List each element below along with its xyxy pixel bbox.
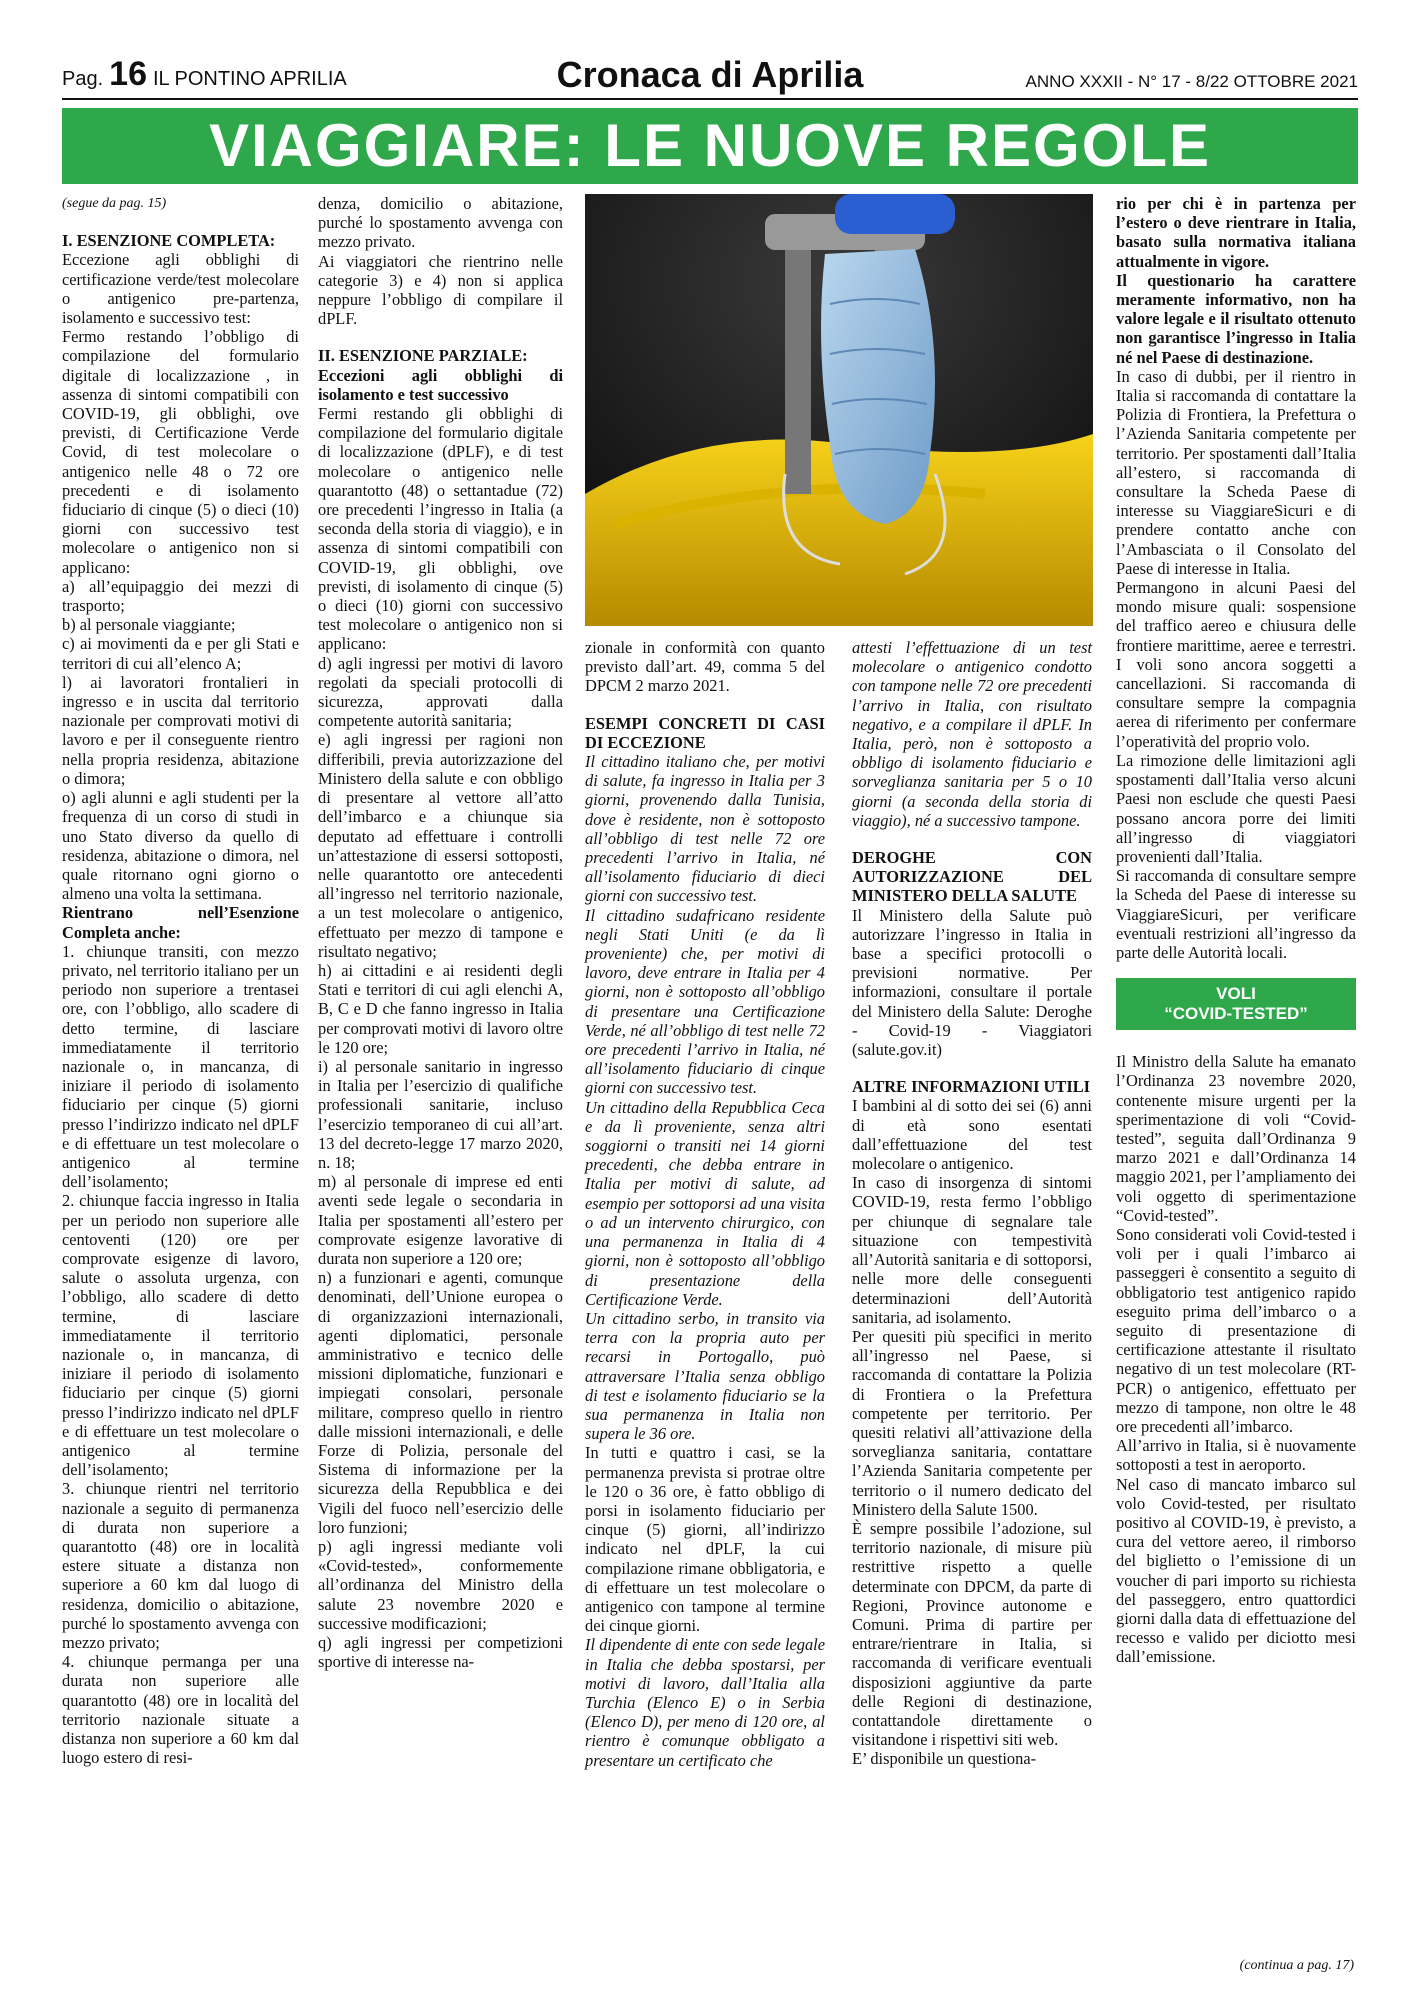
col2-paragraph: II. ESENZIONE PARZIALE: bbox=[318, 346, 528, 366]
page-header bbox=[62, 54, 1358, 100]
col2-paragraph: h) ai cittadini e ai residenti degli Stati e territori di cui agli elenchi A, B, C e D che fanno ingresso in Italia per comprovati motivi di lavoro oltre le 120 ore; bbox=[318, 960, 563, 1057]
col3-paragraph: Il cittadino italiano che, per motivi di salute, fa ingresso in Italia per 3 giorni, provenendo dalla Tunisia, dove è residente, non è sottoposto all’obbligo di test nelle 72 ore precedenti l’arrivo in Italia, né all’isolamento fiduciario di dieci giorni con successivo test. bbox=[585, 752, 825, 906]
col5b-paragraph: Sono considerati voli Covid-tested i voli per i quali l’imbarco ai passeggeri è consentito a seguito di obbligatorio test antigenico rapido eseguito prima dell’imbarco o a seguito di presentazione di certificazione attestante il risultato negativo di un test molecolare (RT- PCR) o antigenico, effettuato per mezzo di tampone, non oltre le 48 ore precedenti all’imbarco. bbox=[1116, 1224, 1356, 1436]
column-2 bbox=[318, 194, 563, 1671]
col4-paragraph: Il Ministero della Salute può autorizzare l’ingresso in Italia in base a specifici protocolli o previsioni normative. Per informazioni, consultare il portale del Ministero della Salute: Deroghe - Covid-19 - Viaggiatori (salute.gov.it) bbox=[852, 905, 1092, 1060]
col3-paragraph: Il cittadino sudafricano residente negli Stati Uniti (e da lì proveniente) che, per motivi di lavoro, deve entrare in Italia per 4 giorni, non è sottoposto all’obbligo di presentare una Certificazione Verde, né all’obbligo di test nelle 72 ore precedenti l’arrivo in Italia, né all’isolamento fiduciario di cinque giorni con successivo test. bbox=[585, 905, 825, 1098]
col2-paragraph: n) a funzionari e agenti, comunque denominati, dell’Unione europea o di organizzazioni internazionali, agenti diplomatici, personale amministrativo e tecnico delle missioni diplomatiche, funzionari e impiegati consolari, personale militare, compreso quello in rientro dalle missioni internazionali, e delle Forze di Polizia, personale del Sistema di informazione per la sicurezza della Repubblica e dei Vigili del fuoco nell’esercizio delle loro funzioni; bbox=[318, 1268, 563, 1537]
col3-paragraph: ESEMPI CONCRETI DI CASI DI ECCEZIONE bbox=[585, 713, 825, 752]
col1-paragraph: 1. chiunque transiti, con mezzo privato, nel territorio italiano per un periodo non superiore a trentasei ore, con l’obbligo, allo scadere di detto termine, di lasciare immediatamente il territorio nazionale o, in mancanza, di iniziare il periodo di isolamento fiduciario per cinque (5) giorni presso l’indirizzo indicato nel dPLF e di effettuare un test molecolare o antigenico al termine dell’isolamento; bbox=[62, 941, 299, 1192]
col4-paragraph: ALTRE INFORMAZIONI UTILI bbox=[852, 1077, 1091, 1097]
col2-paragraph: q) agli ingressi per competizioni sportive di interesse na- bbox=[318, 1633, 563, 1672]
col5a-paragraph: La rimozione delle limitazioni agli spostamenti dall’Italia verso alcuni Paesi non esclude che questi Paesi possano ancora porre dei limiti all’ingresso di viaggiatori provenienti dall’Italia. bbox=[1116, 750, 1356, 866]
col2-paragraph: Eccezioni agli obblighi di isolamento e test successivo bbox=[318, 365, 563, 404]
page-number: 16 bbox=[109, 55, 147, 93]
box-line-2: “COVID-TESTED” bbox=[1164, 1004, 1308, 1024]
col5a-paragraph: Permangono in alcuni Paesi del mondo misure quali: sospensione del traffico aereo e chiusura delle frontiere marittime, aeree e terrestri. I voli sono ancora soggetti a cancellazioni. Si raccomanda di consultare sempre la compagnia aerea di riferimento per confermare l’operatività del proprio volo. bbox=[1116, 578, 1356, 751]
col2-paragraph: e) agli ingressi per ragioni non differibili, previa autorizzazione del Ministero della salute e con obbligo di presentare al vettore all’atto dell’imbarco e a chiunque sia deputato ad effettuare i controlli un’attestazione di essersi sottoposti, nelle quarantotto ore antecedenti all’ingresso nel territorio nazionale, a un test molecolare o antigenico, effettuato per mezzo di tampone e risultato negativo; bbox=[318, 730, 563, 961]
column-3 bbox=[585, 638, 825, 1770]
col2-paragraph: denza, domicilio o abitazione, purché lo spostamento avvenga con mezzo privato. bbox=[318, 194, 563, 252]
col1-paragraph: b) al personale viaggiante; bbox=[62, 615, 236, 635]
col1-paragraph: I. ESENZIONE COMPLETA: bbox=[62, 231, 276, 251]
col3-paragraph: Un cittadino serbo, in transito via terra con la propria auto per recarsi in Portogallo, può attraversare l’Italia senza obbligo di test e isolamento fiduciario se la sua permanenza in Italia non supera le 36 ore. bbox=[585, 1308, 825, 1444]
col4-paragraph: attesti l’effettuazione di un test molecolare o antigenico condotto con tampone nelle 72 ore precedenti l’arrivo in Italia, con risultato negativo, e a compilare il dPLF. In Italia, però, non è sottoposto a obbligo di isolamento fiduciario e sorveglianza sanitaria per 5 o 10 giorni (a seconda della storia di viaggio), né a successivo tampone. bbox=[852, 638, 1092, 830]
headline-banner: VIAGGIARE: LE NUOVE REGOLE bbox=[62, 108, 1358, 184]
suitcase-mask-illustration bbox=[585, 194, 1093, 626]
col2-paragraph: d) agli ingressi per motivi di lavoro regolati da speciali protocolli di sicurezza, approvati dalla competente autorità sanitaria; bbox=[318, 653, 563, 731]
section-title: Cronaca di Aprilia bbox=[556, 54, 864, 95]
col5a-paragraph: Il questionario ha carattere meramente informativo, non ha valore legale e il risultato ottenuto non garantisce l’ingresso in Italia né nel Paese di destinazione. bbox=[1116, 270, 1356, 367]
col5b-paragraph: All’arrivo in Italia, si è nuovamente sottoposti a test in aeroporto. bbox=[1116, 1436, 1356, 1475]
col1-paragraph: 2. chiunque faccia ingresso in Italia per un periodo non superiore alle centoventi (120) ore per comprovate esigenze di lavoro, salute o assoluta urgenza, con l’obbligo, allo scadere di detto termine, di lasciare immediatamente il territorio nazionale o, in mancanza, di iniziare il periodo di isolamento fiduciario per cinque (5) giorni presso l’indirizzo indicato nel dPLF e di effettuare un test molecolare o antigenico al termine dell’isolamento; bbox=[62, 1191, 299, 1480]
col5b-paragraph: Nel caso di mancato imbarco sul volo Covid-tested, per risultato positivo al COVID-19, è previsto, a cura del vettore aereo, il rimborso del biglietto o l’emissione di un voucher di pari importo su richiesta del passeggero, entro quattordici giorni dalla data di effettuazione del recesso e valido per diciotto mesi dall’emissione. bbox=[1116, 1474, 1356, 1667]
col5b-paragraph: Il Ministro della Salute ha emanato l’Ordinanza 23 novembre 2020, contenente misure urgenti per la sperimentazione di voli “Covid-tested”, seguita dall’Ordinanza 9 marzo 2021 e dall’Ordinanza 14 maggio 2021, per l’ampliamento dei voli oggetto di sperimentazione “Covid-tested”. bbox=[1116, 1052, 1356, 1225]
col3-paragraph: Il dipendente di ente con sede legale in Italia che debba spostarsi, per motivi di lavoro, dall’Italia alla Turchia (Elenco E) o in Serbia (Elenco D), per meno di 120 ore, al rientro è comunque obbligato a presentare un certificato che bbox=[585, 1635, 825, 1770]
column-1 bbox=[62, 194, 299, 1767]
col1-paragraph: Fermo restando l’obbligo di compilazione del formulario digitale di localizzazione , in assenza di sintomi compatibili con COVID-19, gli obblighi, ove previsti, di Certificazione Verde Covid, di test molecolare o antigenico nelle 48 o 72 ore precedenti e di isolamento fiduciario di cinque (5) o dieci (10) giorni con successivo test molecolare o antigenico non si applicano: bbox=[62, 327, 299, 577]
col1-paragraph: Rientrano nell’Esenzione Completa anche: bbox=[62, 903, 299, 942]
col4-paragraph: È sempre possibile l’adozione, sul territorio nazionale, di misure più restrittive rispetto a quelle determinate con DPCM, da parte di Regioni, Province autonome e Comuni. Prima di partire per entrare/rientrare in Italia, si raccomanda di verificare eventuali disposizioni aggiuntive da parte delle Regioni di destinazione, contattandole direttamente o visitandone i rispettivi siti web. bbox=[852, 1518, 1092, 1750]
col1-paragraph: o) agli alunni e agli studenti per la frequenza di un corso di studi in uno Stato diverso da quello di residenza, abitazione o dimora, nel quale ritornano ogni giorno o almeno una volta la settimana. bbox=[62, 788, 299, 904]
col4-paragraph: Per quesiti più specifici in merito all’ingresso nel Paese, si raccomanda di contattare la Polizia di Frontiera o la Prefettura competente per territorio. Per quesiti relativi all’attivazione della sorveglianza sanitaria, contattare l’Azienda Sanitaria competente per territorio o il numero dedicato del Ministero della Salute 1500. bbox=[852, 1326, 1092, 1519]
col5a-paragraph: In caso di dubbi, per il rientro in Italia si raccomanda di contattare la Polizia di Frontiera, la Prefettura o l’Azienda Sanitaria competente per territorio. Per spostamenti dall’Italia all’estero, si raccomanda di consultare la Scheda Paese di interesse su ViaggiareSicuri e di prendere contatto anche con l’Ambasciata o il Consolato del Paese di interesse in Italia. bbox=[1116, 366, 1356, 578]
box-line-1: VOLI bbox=[1216, 984, 1256, 1004]
column-5 bbox=[1116, 194, 1356, 1667]
column-5-top bbox=[1116, 194, 1356, 962]
col1-paragraph: Eccezione agli obblighi di certificazione verde/test molecolare o antigenico pre-partenza, isolamento e successivo test: bbox=[62, 250, 299, 328]
col5a-paragraph: rio per chi è in partenza per l’estero o deve rientrare in Italia, basato sulla normativa italiana attualmente in vigore. bbox=[1116, 194, 1356, 271]
page-number-label: Pag. 16 IL PONTINO APRILIA bbox=[62, 55, 347, 93]
col3-paragraph: zionale in conformità con quanto previsto dall’art. 49, comma 5 del DPCM 2 marzo 2021. bbox=[585, 638, 825, 696]
col2-paragraph: Fermi restando gli obblighi di compilazione del formulario digitale di localizzazione (dPLF), e di test molecolare o antigenico nelle quarantotto (48) o settantadue (72) ore precedenti l’ingresso in Italia (a seconda della storia di viaggio), e in assenza di sintomi compatibili con COVID-19, gli obblighi, ove previsti, di isolamento di cinque (5) o dieci (10) giorni con successivo test molecolare o antigenico non si applicano: bbox=[318, 404, 563, 654]
col3-paragraph: In tutti e quattro i casi, se la permanenza prevista si protrae oltre le 120 o 36 ore, è fatto obbligo di porsi in isolamento fiduciario per cinque (5) giorni, all’indirizzo indicato nel dPLF, la cui compilazione rimane obbligatoria, e di effettuare un test molecolare o antigenico con tampone al termine dei cinque giorni. bbox=[585, 1443, 825, 1636]
col1-paragraph: l) ai lavoratori frontalieri in ingresso e in uscita dal territorio nazionale per comprovati motivi di lavoro e per il conseguente rientro nella propria residenza, abitazione o dimora; bbox=[62, 672, 299, 788]
col4-paragraph: E’ disponibile un questiona- bbox=[852, 1749, 1037, 1769]
col1-paragraph: a) all’equipaggio dei mezzi di trasporto; bbox=[62, 576, 299, 616]
col1-paragraph: 3. chiunque rientri nel territorio nazionale a seguito di permanenza di durata non superiore a quarantotto (48) ore in località estere situate a distanza non superiore a 60 km dal luogo di residenza, domicilio o abitazione, purché lo spostamento avvenga con mezzo privato; bbox=[62, 1479, 299, 1653]
col4-paragraph: DEROGHE CON AUTORIZZAZIONE DEL MINISTERO DELLA SALUTE bbox=[852, 848, 1092, 906]
article-photo bbox=[585, 194, 1093, 626]
col2-paragraph: m) al personale di imprese ed enti aventi sede legale o secondaria in Italia per spostamenti all’estero per comprovate esigenze lavorative di durata non superiore a 120 ore; bbox=[318, 1172, 563, 1268]
col5a-paragraph: Si raccomanda di consultare sempre la Scheda del Paese di interesse su ViaggiareSicuri, per verificare eventuali restrizioni all’ingresso da parte delle Autorità locali. bbox=[1116, 866, 1356, 962]
col4-paragraph: In caso di insorgenza di sintomi COVID-19, resta fermo l’obbligo per chiunque di segnalare tale situazione con tempestività all’Autorità sanitaria e di sottoporsi, nelle more delle conseguenti determinazioni dell’Autorità sanitaria, ad isolamento. bbox=[852, 1173, 1092, 1327]
column-4 bbox=[852, 638, 1092, 1769]
col1-paragraph: (segue da pag. 15) bbox=[62, 196, 167, 211]
col1-paragraph: c) ai movimenti da e per gli Stati e territori di cui all’elenco A; bbox=[62, 634, 299, 673]
issue-info: ANNO XXXII - N° 17 - 8/22 OTTOBRE 2021 bbox=[1025, 72, 1358, 91]
col2-paragraph: Ai viaggiatori che rientrino nelle categorie 3) e 4) non si applica neppure l’obbligo di compilare il dPLF. bbox=[318, 251, 563, 329]
publication-name: IL PONTINO APRILIA bbox=[152, 68, 347, 90]
col2-paragraph: i) al personale sanitario in ingresso in Italia per l’esercizio di qualifiche professionali sanitarie, incluso l’esercizio temporaneo di cui all’art. 13 del decreto-legge 17 marzo 2020, n. 18; bbox=[318, 1056, 563, 1172]
col1-paragraph: 4. chiunque permanga per una durata non superiore alle quarantotto (48) ore in località del territorio nazionale situate a distanza non superiore a 60 km dal luogo estero di resi- bbox=[62, 1652, 299, 1768]
col3-paragraph: Un cittadino della Repubblica Ceca e da lì proveniente, senza altri soggiorni o transiti nei 14 giorni precedenti, che debba entrare in Italia per motivi di salute, ad esempio per sottoporsi ad una visita o ad un intervento chirurgico, con una permanenza in Italia di 4 giorni, non è sottoposto all’obbligo di presentazione della Certificazione Verde. bbox=[585, 1097, 825, 1309]
column-5-bottom bbox=[1116, 1052, 1356, 1667]
continued-note: (continua a pag. 17) bbox=[1239, 1958, 1354, 1973]
col4-paragraph: I bambini al di sotto dei sei (6) anni di età sono esentati dall’effettuazione del test molecolare o antigenico. bbox=[852, 1096, 1092, 1174]
covid-tested-box bbox=[1116, 978, 1356, 1030]
col2-paragraph: p) agli ingressi mediante voli «Covid-tested», conformemente all’ordinanza del Ministro della salute 23 novembre 2020 e successive modificazioni; bbox=[318, 1537, 563, 1633]
